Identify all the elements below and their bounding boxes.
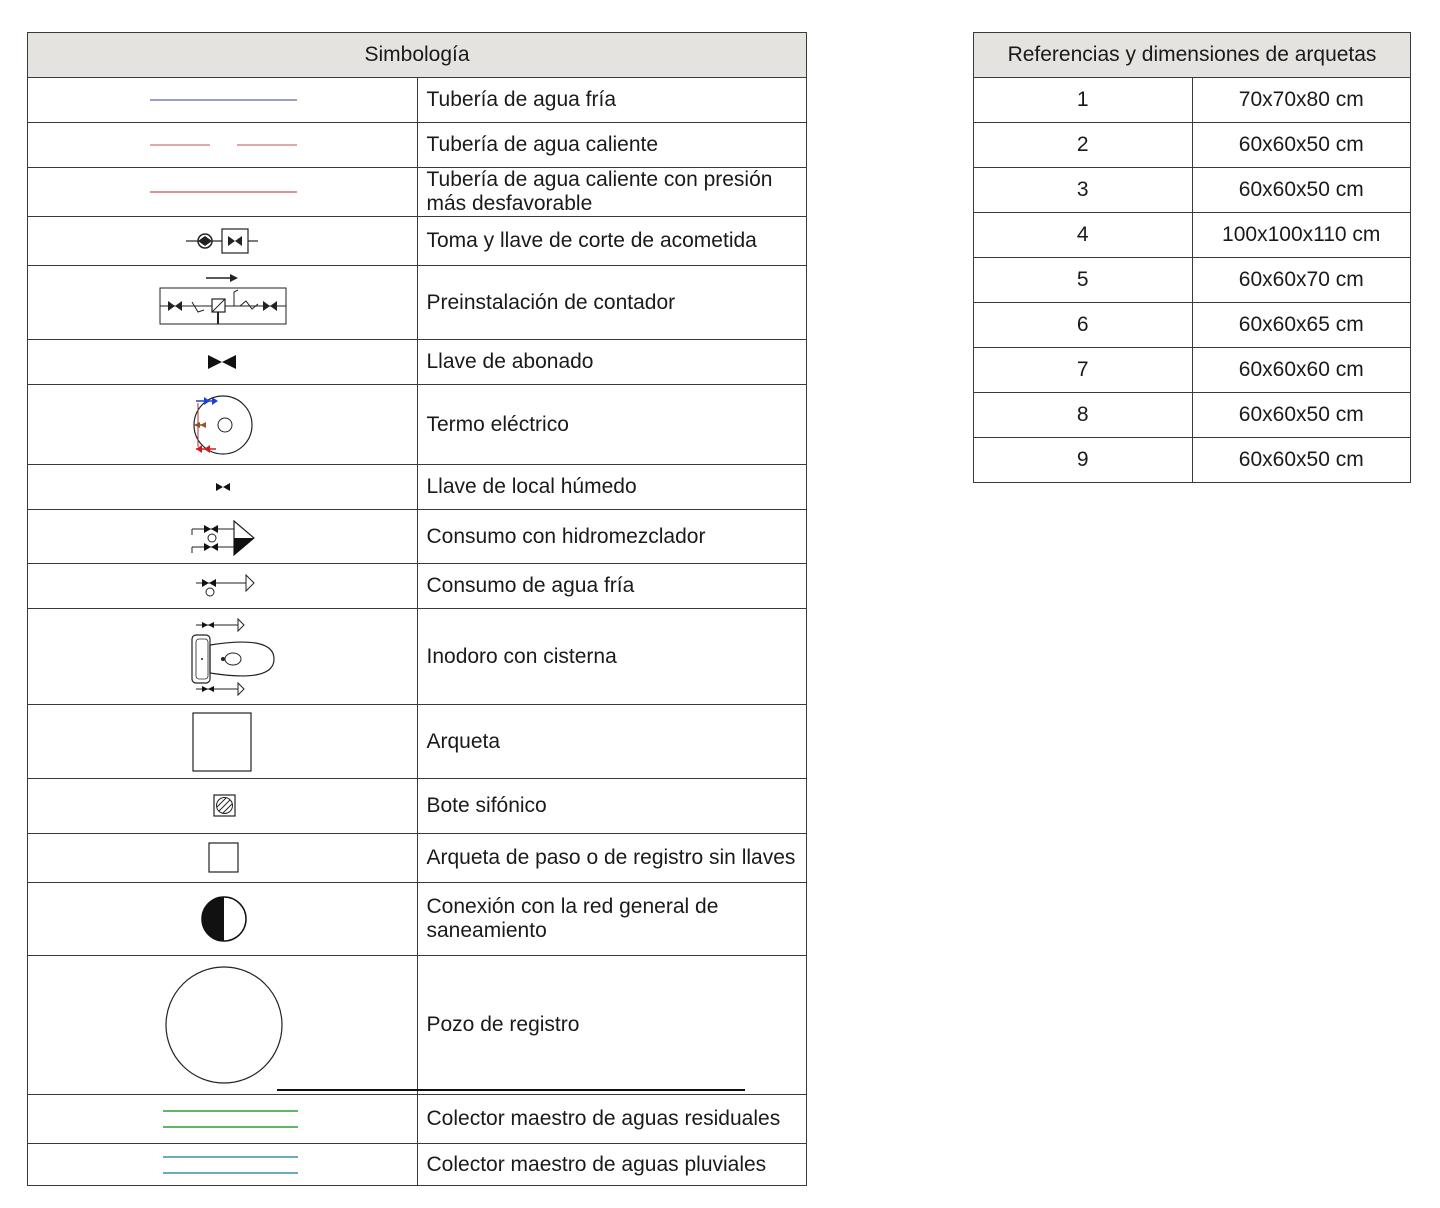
table-row	[974, 123, 1411, 168]
electric-water-heater-icon	[28, 385, 418, 465]
inspection-well-icon	[28, 956, 418, 1095]
legend-row	[28, 123, 807, 168]
legend-label: Arqueta	[417, 705, 807, 779]
ref-dimensions: 60x60x50 cm	[1192, 393, 1411, 438]
ref-dimensions: 60x60x50 cm	[1192, 438, 1411, 483]
ref-dimensions: 60x60x50 cm	[1192, 123, 1411, 168]
table-row	[974, 348, 1411, 393]
legend-row	[28, 1144, 807, 1186]
ref-number: 2	[974, 123, 1193, 168]
legend-label: Toma y llave de corte de acometida	[417, 217, 807, 266]
legend-row	[28, 465, 807, 510]
legend-row	[28, 385, 807, 465]
legend-label: Colector maestro de aguas residuales	[417, 1095, 807, 1144]
ref-dimensions: 60x60x70 cm	[1192, 258, 1411, 303]
ref-number: 3	[974, 168, 1193, 213]
ref-number: 5	[974, 258, 1193, 303]
legend-label: Colector maestro de aguas pluviales	[417, 1144, 807, 1186]
legend-label: Consumo de agua fría	[417, 564, 807, 609]
legend-label: Conexión con la red general de saneamiento	[417, 883, 807, 956]
wet-room-valve-icon	[28, 465, 418, 510]
legend-row	[28, 168, 807, 217]
table-row	[974, 438, 1411, 483]
table-row	[974, 393, 1411, 438]
legend-row	[28, 217, 807, 266]
ref-dimensions: 60x60x60 cm	[1192, 348, 1411, 393]
legend-row	[28, 340, 807, 385]
toilet-with-cistern-icon	[28, 609, 418, 705]
legend-row	[28, 834, 807, 883]
table-row	[974, 168, 1411, 213]
legend-row	[28, 510, 807, 564]
ref-dimensions: 70x70x80 cm	[1192, 78, 1411, 123]
ref-number: 8	[974, 393, 1193, 438]
mixer-consumption-icon	[28, 510, 418, 564]
ref-dimensions: 60x60x50 cm	[1192, 168, 1411, 213]
ref-number: 7	[974, 348, 1193, 393]
legend-title: Simbología	[28, 33, 807, 78]
legend-label: Preinstalación de contador	[417, 266, 807, 340]
ref-dimensions: 100x100x110 cm	[1192, 213, 1411, 258]
manhole-box-icon	[28, 705, 418, 779]
legend-row	[28, 78, 807, 123]
ref-number: 1	[974, 78, 1193, 123]
legend-label: Tubería de agua fría	[417, 78, 807, 123]
pass-through-box-icon	[28, 834, 418, 883]
legend-table	[27, 32, 807, 1186]
table-row	[974, 78, 1411, 123]
ref-number: 6	[974, 303, 1193, 348]
meter-preinstallation-icon	[28, 266, 418, 340]
ref-number: 4	[974, 213, 1193, 258]
subscriber-valve-icon	[28, 340, 418, 385]
legend-row	[28, 609, 807, 705]
legend-label: Inodoro con cisterna	[417, 609, 807, 705]
legend-row	[28, 564, 807, 609]
legend-label: Consumo con hidromezclador	[417, 510, 807, 564]
references-title: Referencias y dimensiones de arquetas	[974, 33, 1411, 78]
cold-water-consumption-icon	[28, 564, 418, 609]
table-row	[974, 303, 1411, 348]
legend-label: Llave de local húmedo	[417, 465, 807, 510]
intake-shutoff-valve-icon	[28, 217, 418, 266]
legend-row	[28, 1095, 807, 1144]
legend-label: Tubería de agua caliente	[417, 123, 807, 168]
references-table	[973, 32, 1411, 483]
floor-trap-icon	[28, 779, 418, 834]
legend-row	[28, 779, 807, 834]
legend-row	[28, 266, 807, 340]
sewer-connection-icon	[28, 883, 418, 956]
stormwater-collector-lines-icon	[28, 1144, 418, 1186]
table-row	[974, 213, 1411, 258]
ref-dimensions: 60x60x65 cm	[1192, 303, 1411, 348]
hot-water-unfavorable-pipe-line-icon	[28, 168, 418, 217]
legend-row	[28, 956, 807, 1095]
hot-water-pipe-dashed-line-icon	[28, 123, 418, 168]
legend-label: Llave de abonado	[417, 340, 807, 385]
legend-label: Bote sifónico	[417, 779, 807, 834]
legend-label: Arqueta de paso o de registro sin llaves	[417, 834, 807, 883]
legend-row	[28, 705, 807, 779]
table-row	[974, 258, 1411, 303]
wastewater-collector-lines-icon	[28, 1095, 418, 1144]
divider-line	[277, 1089, 745, 1091]
legend-row	[28, 883, 807, 956]
legend-label: Tubería de agua caliente con presión más desfavorable	[417, 168, 807, 217]
ref-number: 9	[974, 438, 1193, 483]
cold-water-pipe-line-icon	[28, 78, 418, 123]
legend-label: Pozo de registro	[417, 956, 807, 1095]
legend-label: Termo eléctrico	[417, 385, 807, 465]
